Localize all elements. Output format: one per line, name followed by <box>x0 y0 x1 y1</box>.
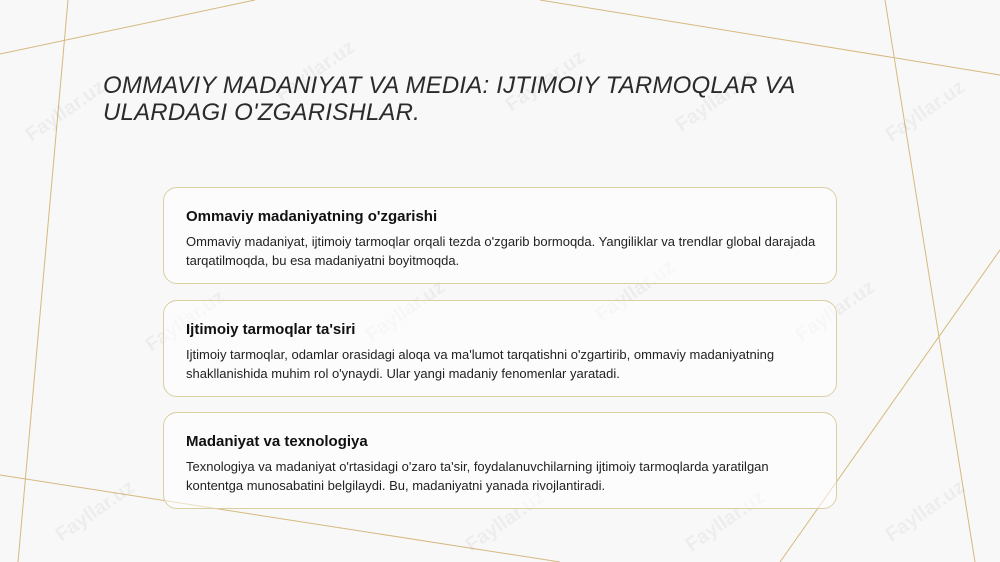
deco-line <box>885 0 975 562</box>
card-text: Texnologiya va madaniyat o'rtasidagi o'zaro ta'sir, foydalanuvchilarning ijtimoiy tarmoqlarda yaratilgan kontentga munosabatini belgilaydi. Bu, madaniyatni yanada rivojlantiradi. <box>186 459 769 493</box>
deco-line <box>0 0 255 54</box>
card-heading: Ijtimoiy tarmoqlar ta'siri <box>186 321 356 338</box>
slide-title: OMMAVIY MADANIYAT VA MEDIA: IJTIMOIY TARMOQLAR VA ULARDAGI O'ZGARISHLAR. <box>103 72 795 126</box>
content-card <box>163 300 837 397</box>
card-heading: Ommaviy madaniyatning o'zgarishi <box>186 208 438 225</box>
content-card <box>163 187 837 284</box>
card-text: Ijtimoiy tarmoqlar, odamlar orasidagi aloqa va ma'lumot tarqatishni o'zgartirib, ommaviy madaniyatning shakllanishida muhim rol o'ynaydi. Ular yangi madaniy fenomenlar yaratadi. <box>186 347 775 381</box>
card-heading: Madaniyat va texnologiya <box>186 433 368 450</box>
deco-line <box>540 0 1000 75</box>
card-text: Ommaviy madaniyat, ijtimoiy tarmoqlar orqali tezda o'zgarib bormoqda. Yangiliklar va trendlar global darajada tarqatilmoqda, bu esa madaniyatni boyitmoqda. <box>186 234 816 268</box>
content-card <box>163 412 837 509</box>
deco-line <box>18 0 68 562</box>
